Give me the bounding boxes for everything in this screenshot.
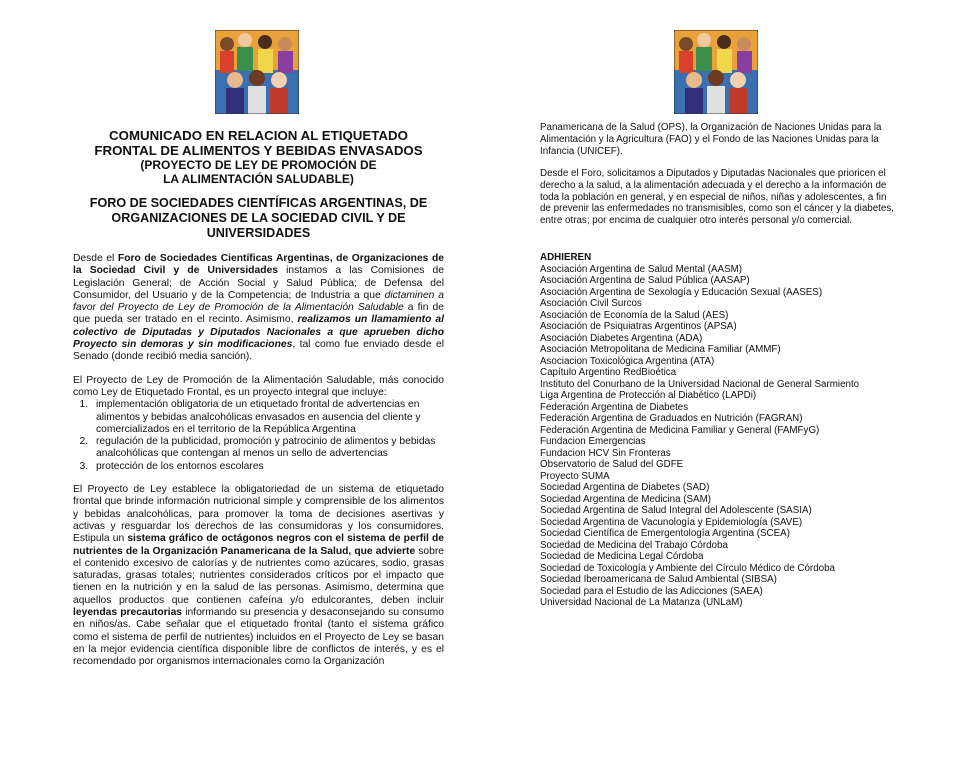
adherent-item: Asociación Metropolitana de Medicina Familiar (AMMF) xyxy=(540,344,781,356)
paragraph-call-to-action: Desde el Foro de Sociedades Científicas Argentinas, de Organizaciones de la Sociedad Civil y de Universidades instamos a las Comisiones de Legislación General; de Acción Social y Salud Pública; de Defensa del Consumidor, del Usuario y de la Competencia; de Industria a que dictaminen a favor del Proyecto de Ley de Promoción de la Alimentación Saludable a fin de que pueda ser tratado en el recinto. Asimismo, realizamos un llamamiento al colectivo de Diputadas y Diputados Nacionales a que aprueben dicho Proyecto sin demoras y sin modificaciones, tal como fue enviado desde el Senado (donde recibió media sanción). xyxy=(73,253,445,363)
adherent-item: Asociación de Psiquiatras Argentinos (APSA) xyxy=(540,321,737,333)
paragraph-labeling-system: El Proyecto de Ley establece la obligatoriedad de un sistema de etiquetado frontal que brinde información nutricional simple y comprensible de los alimentos y bebidas analcohólicas, para promover la toma de decisiones asertivas y activas y resguardar los derechos de las consumidoras y los consumidores. Estipula un sistema gráfico de octágonos negros con el sistema de perfil de nutrientes de la Organización Panamericana de la Salud, que advierte sobre el contenido excesivo de calorías y de nutrientes como azúcares, sodio, grasas saturadas, grasas totales; nutrientes considerados críticos por el impacto que tienen en la nutrición y en la salud de las personas. Asimismo, determina que aquellos productos que contienen cafeína y/o edulcorantes, deben incluir leyendas precautorias informando su presencia y desaconsejando su consumo en niños/as. Cabe señalar que el etiquetado frontal (tanto el sistema gráfico como el sistema de perfil de nutrientes) incluidos en el Proyecto de Ley se basan en la mejor evidencia científica disponible libre de conflictos de interés, y es el recomendado por organismos internacionales como la Organización xyxy=(73,484,444,668)
adherent-item: Asociación Diabetes Argentina (ADA) xyxy=(540,332,703,344)
paragraph-organizations: Panamericana de la Salud (OPS), la Organización de Naciones Unidas para la Alimentación y la Agricultura (FAO) y el Fondo de las Naciones Unidas para la Infancia (UNICEF). xyxy=(540,122,882,157)
adherent-item: Federación Argentina de Graduados en Nutrición (FAGRAN) xyxy=(540,413,803,425)
adherents-title: ADHIEREN xyxy=(540,252,592,264)
list-item: 2. regulación de la publicidad, promoción y patrocinio de alimentos y bebidas analcohólicas que contengan al menos un sello de advertencias xyxy=(91,436,444,461)
adherent-item: Asociación Argentina de Salud Pública (AASAP) xyxy=(540,275,750,287)
adherent-item: Observatorio de Salud del GDFE xyxy=(540,459,684,471)
adherent-item: Sociedad para el Estudio de las Adicciones (SAEA) xyxy=(540,585,763,597)
adherent-item: Federación Argentina de Medicina Familiar y General (FAMFyG) xyxy=(540,424,820,436)
adherent-item: Fundacion HCV Sin Fronteras xyxy=(540,447,671,459)
adherent-item: Liga Argentina de Protección al Diabético (LAPDi) xyxy=(540,390,757,402)
project-items-list xyxy=(73,399,444,473)
list-item: 1. implementación obligatoria de un etiquetado frontal de advertencias en alimentos y bebidas analcohólicas envasados en ausencia del cliente y comercializados en el territorio de la República Argentina xyxy=(91,399,444,436)
list-item: 3. protección de los entornos escolares xyxy=(91,461,444,473)
crowd-illustration xyxy=(674,30,758,114)
paragraph-request: Desde el Foro, solicitamos a Diputados y Diputadas Nacionales que prioricen el derecho a la salud, a la alimentación adecuada y el derecho a la información de toda la población en general, y en especial de niños, niñas y adolescentes, a fin de prevenir las enfermedades no transmisibles, como son el cáncer y la diabetes, entre otras; por encima de cualquier otro interés personal y/o comercial. xyxy=(540,167,894,227)
adherent-item: Sociedad de Medicina Legal Córdoba xyxy=(540,551,704,563)
document-subtitle: (PROYECTO DE LEY DE PROMOCIÓN DE LA ALIMENTACIÓN SALUDABLE) xyxy=(140,158,377,186)
adherent-item: Sociedad Argentina de Vacunología y Epidemiología (SAVE) xyxy=(540,516,803,528)
adherent-item: Sociedad de Medicina del Trabajo Córdoba xyxy=(540,539,728,551)
adherent-item: Instituto del Conurbano de la Universidad Nacional de General Sarmiento xyxy=(540,378,860,390)
adherent-item: Sociedad Argentina de Diabetes (SAD) xyxy=(540,482,710,494)
crowd-illustration xyxy=(215,30,299,114)
organization-heading: FORO DE SOCIEDADES CIENTÍFICAS ARGENTINAS, DE ORGANIZACIONES DE LA SOCIEDAD CIVIL Y DE UNIVERSIDADES xyxy=(89,196,428,240)
adherent-item: Asociacion Toxicológica Argentina (ATA) xyxy=(540,355,715,367)
adherent-item: Sociedad Iberoamericana de Salud Ambiental (SIBSA) xyxy=(540,574,777,586)
adherents-list xyxy=(540,264,894,609)
adherent-item: Asociación de Economía de la Salud (AES) xyxy=(540,309,729,321)
adherent-item: Asociación Civil Surcos xyxy=(540,298,642,310)
adherent-item: Universidad Nacional de La Matanza (UNLaM) xyxy=(540,597,743,609)
adherent-item: Capítulo Argentino RedBioética xyxy=(540,367,677,379)
adherent-item: Asociación Argentina de Salud Mental (AASM) xyxy=(540,263,743,275)
adherent-item: Sociedad Argentina de Salud Integral del Adolescente (SASIA) xyxy=(540,505,812,517)
left-column xyxy=(73,128,444,680)
adherent-item: Sociedad Científica de Emergentología Argentina (SCEA) xyxy=(540,528,790,540)
document-title: COMUNICADO EN RELACION AL ETIQUETADO FRONTAL DE ALIMENTOS Y BEBIDAS ENVASADOS xyxy=(94,128,423,158)
adherent-item: Asociación Argentina de Sexología y Educación Sexual (AASES) xyxy=(540,286,823,298)
adherent-item: Fundacion Emergencias xyxy=(540,436,646,448)
adherent-item: Proyecto SUMA xyxy=(540,470,610,482)
adherent-item: Sociedad de Toxicología y Ambiente del Círculo Médico de Córdoba xyxy=(540,562,835,574)
paragraph-project-intro: El Proyecto de Ley de Promoción de la Alimentación Saludable, más conocido como Ley de Etiquetado Frontal, es un proyecto integral que incluye: xyxy=(73,374,444,398)
right-column xyxy=(540,122,894,609)
adherent-item: Sociedad Argentina de Medicina (SAM) xyxy=(540,493,711,505)
adherent-item: Federación Argentina de Diabetes xyxy=(540,401,689,413)
